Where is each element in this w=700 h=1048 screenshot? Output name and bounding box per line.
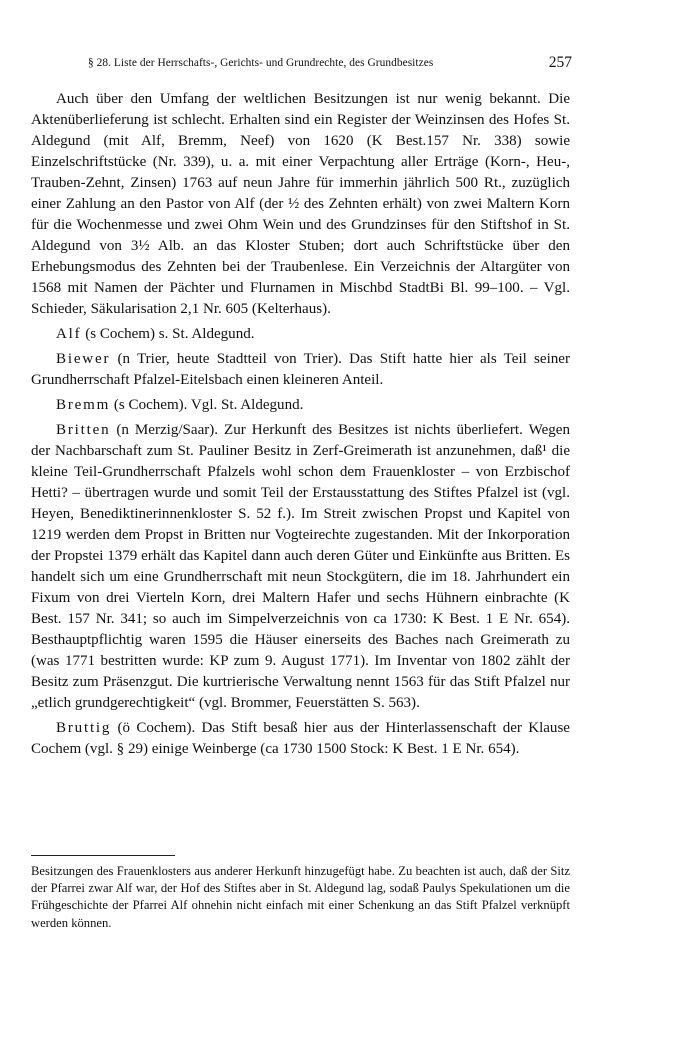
footnote: Besitzungen des Frauenklosters aus anderer Herkunft hinzugefügt habe. Zu beachten ist auch, daß der Sitz der Pfarrei zwar Alf war, der Hof des Stiftes aber in St. Aldegund lag, sodaß Paulys Spekulationen um die Frühgeschichte der Pfarrei Alf ohnehin nicht einfach mit einer Schenkung an das Stift Pfalzel verknüpft werden können. xyxy=(31,864,570,930)
entry-bremm xyxy=(31,395,570,416)
entry-biewer xyxy=(31,349,570,391)
footnote-divider xyxy=(31,855,175,856)
entry-headword: Bremm xyxy=(56,397,111,413)
intro-paragraph xyxy=(31,89,570,320)
entry-text: (n Trier, heute Stadtteil von Trier). Das Stift hatte hier als Teil seiner Grundherrschaft Pfalzel-Eitelsbach einen kleineren Anteil. xyxy=(31,351,570,388)
entry-text: (n Merzig/Saar). Zur Herkunft des Besitzes ist nichts überliefert. Wegen der Nachbarschaft zum St. Pauliner Besitz in Zerf-Greimerath ist anzunehmen, daß¹ die kleine Teil-Grundherrschaft Pfalzels wohl schon dem Frauenkloster – von Erzbischof Hetti? – übertragen wurde und somit Teil der Erstausstattung des Stiftes Pfalzel ist (vgl. Heyen, Benediktinerinnenkloster S. 52 f.). Im Streit zwischen Propst und Kapitel von 1219 werden dem Propst in Britten nur Vogteirechte zugestanden. Mit der Inkorporation der Propstei 1379 erhält das Kapitel dann auch deren Güter und Einkünfte aus Britten. Es handelt sich um eine Grundherrschaft mit neun Stockgütern, die im 18. Jahrhundert ein Fixum von drei Vierteln Korn, drei Maltern Hafer und sechs Hühnern einbrachte (K Best. 157 Nr. 341; so auch im Simpelverzeichnis von ca 1730: K Best. 1 E Nr. 654). Besthauptpflichtig waren 1595 die Häuser einerseits des Baches nach Greimerath zu (was 1771 bestritten wurde: KP zum 9. August 1771). Im Inventar von 1802 zählt der Besitz zum Präsenzgut. Die kurtrierische Verwaltung nennt 1563 für das Stift Pfalzel nur „etlich grundgerechtigkeit“ (vgl. Brommer, Feuerstätten S. 563). xyxy=(31,422,570,711)
entry-text: (s Cochem). Vgl. St. Aldegund. xyxy=(110,397,304,413)
entry-headword: Bruttig xyxy=(56,720,112,736)
entry-alf xyxy=(31,324,570,345)
entry-headword: Britten xyxy=(56,422,111,438)
entry-headword: Alf xyxy=(56,326,82,342)
running-header xyxy=(88,54,572,74)
main-text xyxy=(31,89,570,760)
entry-headword: Biewer xyxy=(56,351,111,367)
page-number: 257 xyxy=(548,54,572,71)
running-title: § 28. Liste der Herrschafts-, Gerichts- und Grundrechte, des Grundbesitzes xyxy=(88,57,434,69)
entry-text: (s Cochem) s. St. Aldegund. xyxy=(81,326,255,342)
entry-bruttig xyxy=(31,718,570,760)
entry-text: (ö Cochem). Das Stift besaß hier aus der Hinterlassenschaft der Klause Cochem (vgl. § 29) einige Weinberge (ca 1730 1500 Stock: K Best. 1 E Nr. 654). xyxy=(31,720,570,757)
entry-britten xyxy=(31,420,570,714)
paragraph-text: Auch über den Umfang der weltlichen Besitzungen ist nur wenig bekannt. Die Aktenüberlieferung ist schlecht. Erhalten sind ein Register der Weinzinsen des Hofes St. Aldegund (mit Alf, Bremm, Neef) von 1620 (K Best.157 Nr. 338) sowie Einzelschriftstücke (Nr. 339), u. a. mit einer Verpachtung aller Erträge (Korn-, Heu-, Trauben-Zehnt, Zinsen) 1763 auf neun Jahre für immerhin jährlich 500 Rt., zuzüglich einer Zahlung an den Pastor von Alf (der ½ des Zehnten erhält) von zwei Maltern Korn für die Wochenmesse und zwei Ohm Wein und des Grundzinses für den Stiftshof in St. Aldegund von 3½ Alb. an das Kloster Stuben; dort auch Schriftstücke über den Erhebungsmodus des Zehnten bei der Traubenlese. Ein Verzeichnis der Altargüter von 1568 mit Namen der Pächter und Flurnamen in Mischbd StadtBi Bl. 99–100. – Vgl. Schieder, Säkularisation 2,1 Nr. 605 (Kelterhaus). xyxy=(31,91,570,317)
